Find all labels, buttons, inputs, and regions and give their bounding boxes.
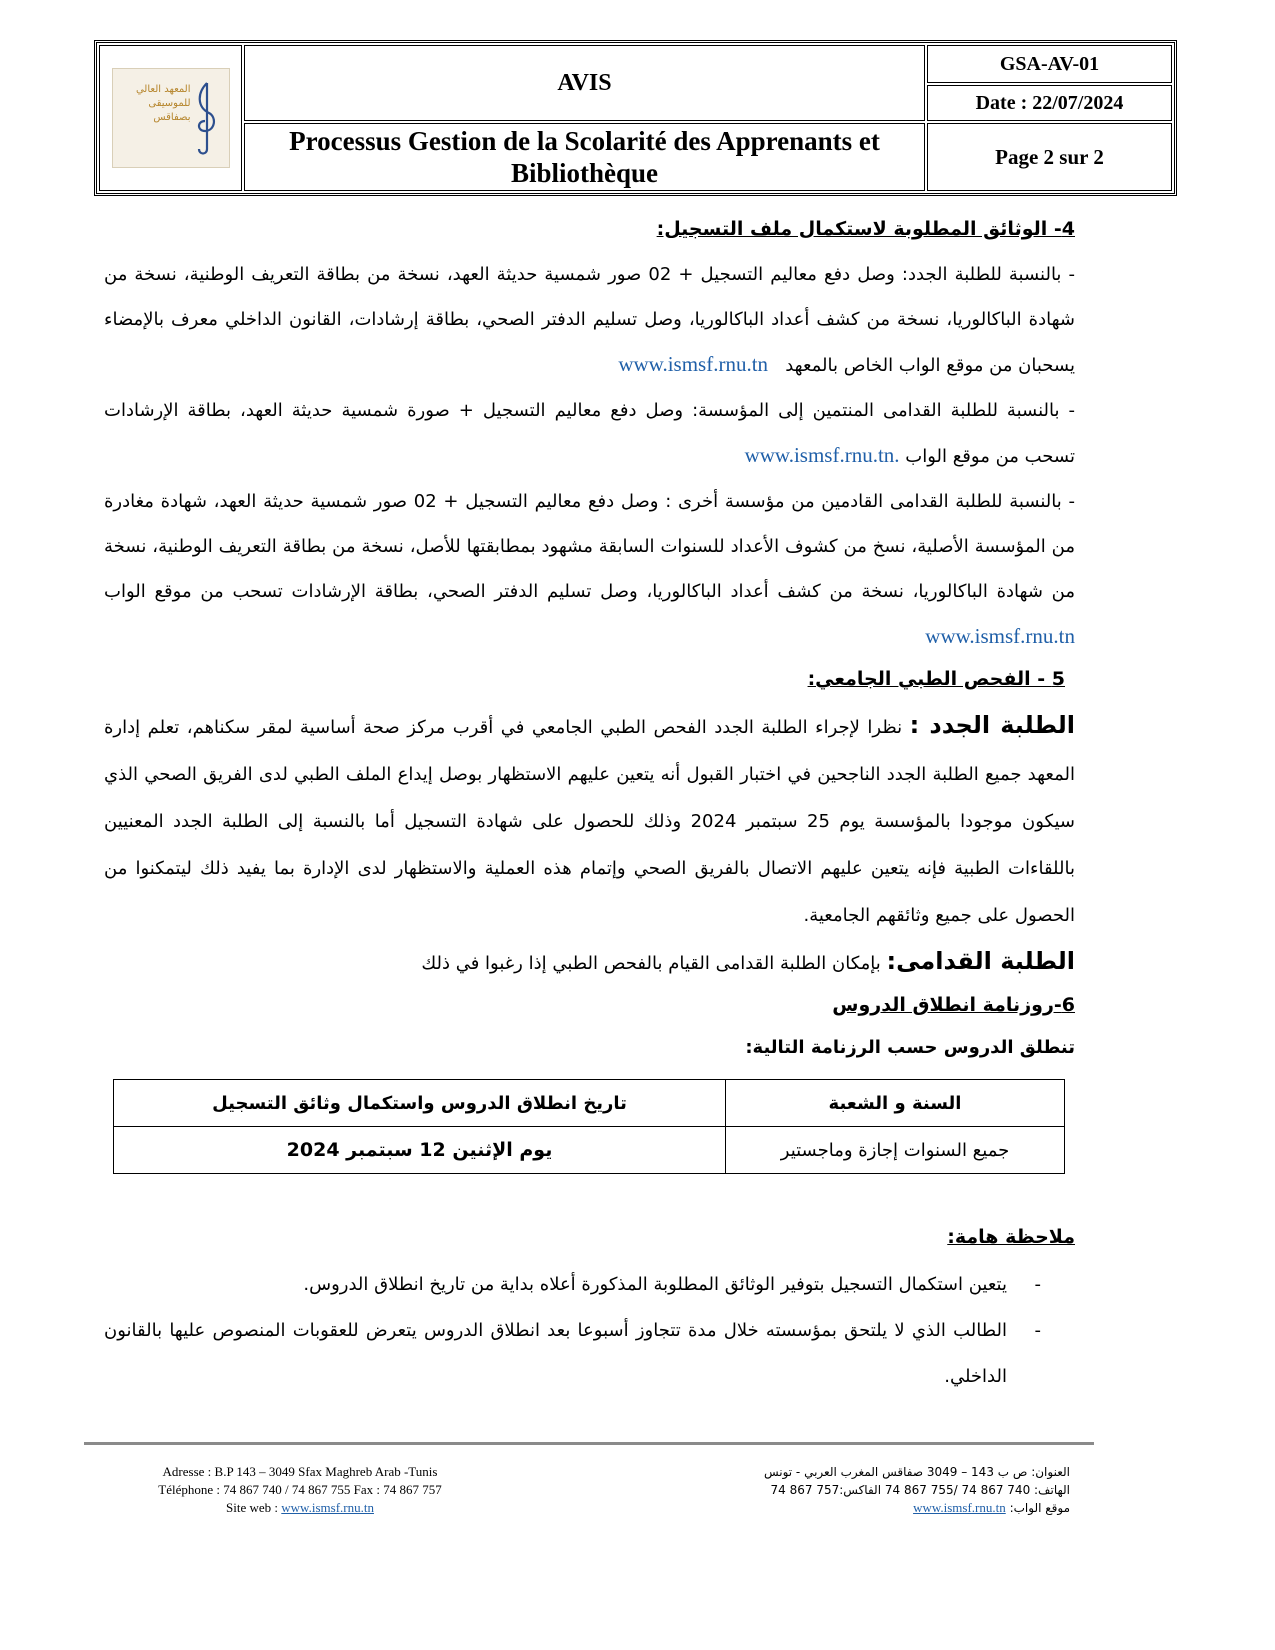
section-6-heading: 6-روزنامة انطلاق الدروس <box>832 994 1075 1016</box>
logo-cell <box>99 45 242 191</box>
old-students-medical-text: بإمكان الطلبة القدامى القيام بالفحص الطبي إذا رغبوا في ذلك <box>421 953 881 974</box>
new-students-medical-paragraph <box>104 702 1075 939</box>
old-students-label: الطلبة القدامى: <box>886 947 1075 975</box>
process-title: Processus Gestion de la Scolarité des Apprenants et Bibliothèque <box>244 123 925 191</box>
page-number: Page 2 sur 2 <box>927 123 1172 191</box>
institute-logo <box>112 68 230 168</box>
new-students-label: الطلبة الجدد : <box>909 711 1075 739</box>
footer-divider <box>84 1442 1094 1445</box>
section-6 <box>104 983 1075 1068</box>
footer-address-ar: العنوان: ص ب 143 – 3049 صفاقس المغرب العربي - تونس <box>763 1465 1070 1479</box>
document-header <box>94 40 1177 196</box>
new-students-medical-text: نظرا لإجراء الطلبة الجدد الفحص الطبي الجامعي في أقرب مركز صحة أساسية لمقر سكناهم، تعلم إدارة المعهد جميع الطلبة الجدد الناجحين في اختبار القبول أنه يتعين عليهم الاستظهار بوصل إيداع الملف الطبي لدى الفريق الصحي الذي سيكون موجودا بالمؤسسة يوم 25 سبتمبر 2024 وذلك للحصول على شهادة التسجيل أما بالنسبة إلى الطلبة الجدد المعنيين باللقاءات الطبية فإنه يتعين عليهم الاتصال بالفريق الصحي وإتمام هذه العملية والاستظهار لدى الإدارة بما يفيد ذلك ليتمكنوا من الحصول على جميع وثائقهم الجامعية. <box>104 717 1075 926</box>
footer-website-link[interactable]: www.ismsf.rnu.tn <box>281 1500 374 1515</box>
notes-list <box>104 1262 1075 1400</box>
footer-address: Adresse : B.P 143 – 3049 Sfax Maghreb Arab -Tunis <box>162 1464 438 1479</box>
logo-line-3: بصفاقس <box>153 112 191 123</box>
note-text: الطالب الذي لا يلتحق بمؤسسته خلال مدة تتجاوز أسبوعا بعد انطلاق الدروس يتعرض للعقوبات المنصوص عليها بالقانون الداخلي. <box>104 1320 1007 1387</box>
footer-site-label-ar: موقع الواب: <box>1005 1501 1070 1515</box>
list-item <box>104 1262 1075 1308</box>
new-students-paragraph <box>104 252 1075 388</box>
schedule-table <box>113 1079 1065 1174</box>
footer-site <box>110 1499 490 1517</box>
logo-text <box>131 83 191 125</box>
old-students-medical-paragraph <box>104 939 1075 986</box>
section-5-heading: 5 - الفحص الطبي الجامعي: <box>807 668 1065 690</box>
footer-french <box>110 1463 490 1517</box>
old-students-paragraph <box>104 388 1075 479</box>
list-dash: - <box>1034 1274 1041 1295</box>
logo-line-1: المعهد العالي <box>135 84 191 95</box>
note-text: يتعين استكمال التسجيل بتوفير الوثائق المطلوبة المذكورة أعلاه بداية من تاريخ انطلاق الدروس. <box>303 1274 1007 1295</box>
notes-heading: ملاحظة هامة: <box>947 1226 1075 1248</box>
new-students-text: - بالنسبة للطلبة الجدد: وصل دفع معاليم التسجيل + 02 صور شمسية حديثة العهد، نسخة من بطاقة التعريف الوطنية، نسخة من شهادة الباكالوريا، نسخة من كشف أعداد الباكالوريا، وصل تسليم الدفتر الصحي، بطاقة إرشادات، القانون الداخلي معرف بالإمضاء يسحبان من موقع الواب الخاص بالمعهد <box>104 264 1075 376</box>
document-date: Date : 22/07/2024 <box>927 85 1172 121</box>
table-header-row <box>114 1080 1065 1127</box>
website-link[interactable]: www.ismsf.rnu.tn <box>618 352 769 376</box>
notes-section <box>104 1215 1075 1400</box>
section-4 <box>104 207 1075 660</box>
list-item <box>104 1308 1075 1400</box>
logo-line-2: للموسيقى <box>148 98 191 109</box>
document-code: GSA-AV-01 <box>927 45 1172 83</box>
footer-phone-ar: الهاتف: 740 867 74 /755 867 74 الفاكس:757 867 74 <box>770 1483 1070 1497</box>
footer-website-link-ar[interactable]: www.ismsf.rnu.tn <box>913 1500 1006 1515</box>
table-cell-year: جميع السنوات إجازة وماجستير <box>726 1127 1065 1174</box>
section-6-subheading: تنطلق الدروس حسب الرزنامة التالية: <box>745 1037 1075 1058</box>
footer-arabic <box>720 1463 1070 1517</box>
website-link[interactable]: www.ismsf.rnu.tn <box>925 624 1075 648</box>
table-cell-date: يوم الإثنين 12 سبتمبر 2024 <box>114 1127 726 1174</box>
footer-site-ar <box>720 1499 1070 1517</box>
footer-phone: Téléphone : 74 867 740 / 74 867 755 Fax : 74 867 757 <box>158 1482 442 1497</box>
table-row <box>114 1127 1065 1174</box>
old-students-text: - بالنسبة للطلبة القدامى المنتمين إلى المؤسسة: وصل دفع معاليم التسجيل + صورة شمسية حديثة العهد، بطاقة الإرشادات تسحب من موقع الواب <box>104 400 1075 467</box>
section-4-heading: 4- الوثائق المطلوبة لاستكمال ملف التسجيل: <box>656 218 1075 240</box>
table-header-cell: السنة و الشعبة <box>726 1080 1065 1127</box>
website-link[interactable]: www.ismsf.rnu.tn. <box>744 443 900 467</box>
table-header-cell: تاريخ انطلاق الدروس واستكمال وثائق التسجيل <box>114 1080 726 1127</box>
transfer-students-text: - بالنسبة للطلبة القدامى القادمين من مؤسسة أخرى : وصل دفع معاليم التسجيل + 02 صور شمسية حديثة العهد، شهادة مغادرة من المؤسسة الأصلية، نسخ من كشوف الأعداد للسنوات السابقة مشهود بمطابقتها للأصل، نسخة من بطاقة التعريف الوطنية، نسخة من شهادة الباكالوريا، نسخة من كشف أعداد الباكالوريا، وصل تسليم الدفتر الصحي، بطاقة الإرشادات تسحب من موقع الواب <box>104 491 1075 602</box>
treble-clef-icon <box>191 79 221 157</box>
list-dash: - <box>1034 1320 1041 1341</box>
document-title: AVIS <box>244 45 925 121</box>
transfer-students-paragraph <box>104 479 1075 660</box>
section-5 <box>104 657 1075 986</box>
footer-site-label: Site web : <box>226 1500 282 1515</box>
